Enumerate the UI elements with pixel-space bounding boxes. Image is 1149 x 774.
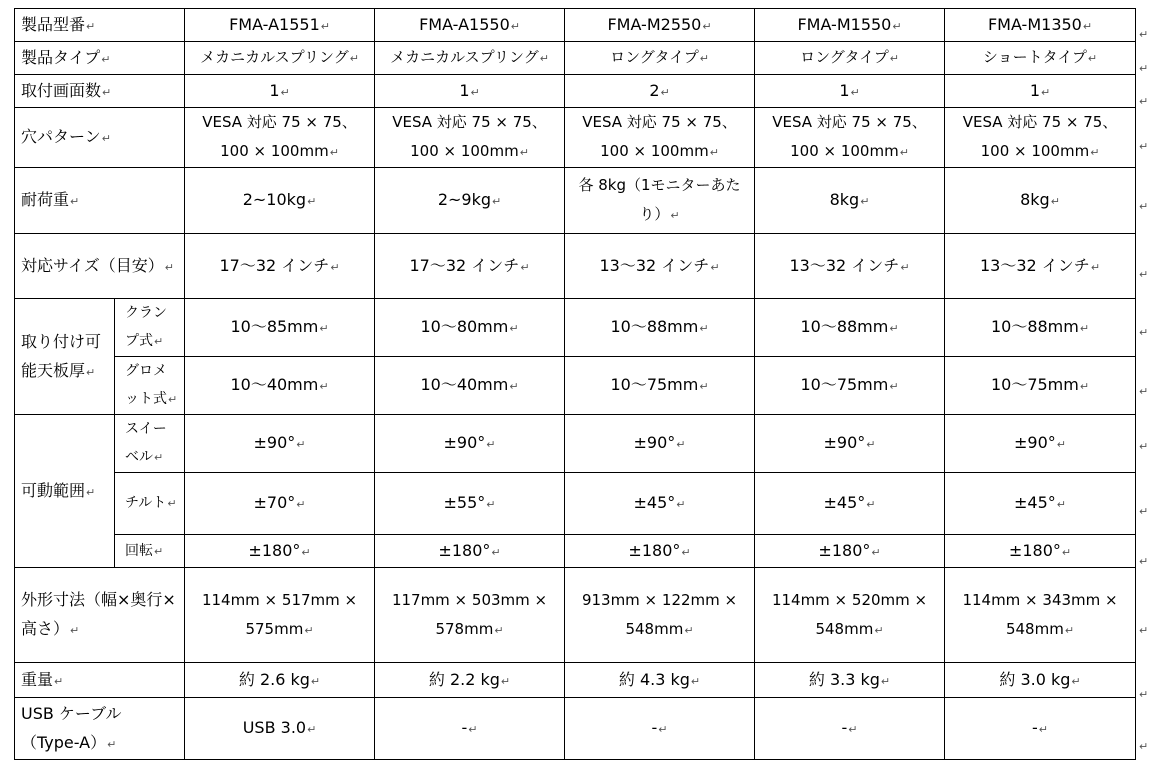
table-row xyxy=(15,108,1136,168)
table-cell: ±90°↵ xyxy=(945,415,1136,473)
table-cell: 10～75mm↵ xyxy=(565,357,755,415)
table-cell: メカニカルスプリング↵ xyxy=(185,42,375,75)
table-cell: 10～88mm↵ xyxy=(565,299,755,357)
table-cell: ±180°↵ xyxy=(755,535,945,568)
row-label: 取付画面数↵ xyxy=(15,75,185,108)
table-cell: 10～75mm↵ xyxy=(945,357,1136,415)
row-end-mark: ↵ xyxy=(1139,62,1149,75)
table-cell: -↵ xyxy=(565,698,755,760)
row-label: 対応サイズ（目安）↵ xyxy=(15,234,185,299)
table-row xyxy=(15,663,1136,698)
table-row xyxy=(15,299,1136,357)
row-label: 製品型番↵ xyxy=(15,9,185,42)
table-cell: ±70°↵ xyxy=(185,473,375,535)
row-end-mark: ↵ xyxy=(1139,95,1149,108)
subrow-label: グロメット式↵ xyxy=(115,357,185,415)
table-cell: 17～32 インチ↵ xyxy=(375,234,565,299)
row-end-mark: ↵ xyxy=(1139,740,1149,753)
table-cell: ±90°↵ xyxy=(755,415,945,473)
table-cell: 各 8kg（1モニターあたり）↵ xyxy=(565,168,755,234)
table-cell: ±90°↵ xyxy=(375,415,565,473)
row-group-label: 取り付け可能天板厚↵ xyxy=(15,299,115,415)
table-cell: ロングタイプ↵ xyxy=(565,42,755,75)
table-row xyxy=(15,568,1136,663)
spec-table xyxy=(14,8,1136,760)
table-cell: ショートタイプ↵ xyxy=(945,42,1136,75)
table-cell: 2~9kg↵ xyxy=(375,168,565,234)
table-cell: FMA-A1550↵ xyxy=(375,9,565,42)
table-cell: 8kg↵ xyxy=(755,168,945,234)
table-cell: ±55°↵ xyxy=(375,473,565,535)
table-cell: 8kg↵ xyxy=(945,168,1136,234)
table-cell: -↵ xyxy=(375,698,565,760)
row-label: USB ケーブル（Type-A）↵ xyxy=(15,698,185,760)
table-cell: 114mm × 343mm × 548mm↵ xyxy=(945,568,1136,663)
table-cell: ±45°↵ xyxy=(755,473,945,535)
row-end-mark: ↵ xyxy=(1139,688,1149,701)
table-row xyxy=(15,535,1136,568)
table-cell: 10～75mm↵ xyxy=(755,357,945,415)
table-cell: 17～32 インチ↵ xyxy=(185,234,375,299)
table-cell: ±180°↵ xyxy=(185,535,375,568)
table-cell: -↵ xyxy=(945,698,1136,760)
table-cell: メカニカルスプリング↵ xyxy=(375,42,565,75)
row-label: 重量↵ xyxy=(15,663,185,698)
row-label: 耐荷重↵ xyxy=(15,168,185,234)
table-cell: 1↵ xyxy=(755,75,945,108)
table-cell: 約 4.3 kg↵ xyxy=(565,663,755,698)
table-cell: FMA-M1550↵ xyxy=(755,9,945,42)
table-cell: VESA 対応 75 × 75、100 × 100mm↵ xyxy=(565,108,755,168)
table-cell: 10～85mm↵ xyxy=(185,299,375,357)
row-label: 製品タイプ↵ xyxy=(15,42,185,75)
table-cell: ±45°↵ xyxy=(565,473,755,535)
table-row xyxy=(15,234,1136,299)
table-cell: ±180°↵ xyxy=(375,535,565,568)
row-label: 外形寸法（幅×奥行×高さ）↵ xyxy=(15,568,185,663)
table-cell: ±180°↵ xyxy=(565,535,755,568)
table-cell: 117mm × 503mm × 578mm↵ xyxy=(375,568,565,663)
table-cell: ±180°↵ xyxy=(945,535,1136,568)
subrow-label: クランプ式↵ xyxy=(115,299,185,357)
row-end-mark: ↵ xyxy=(1139,326,1149,339)
table-cell: VESA 対応 75 × 75、100 × 100mm↵ xyxy=(755,108,945,168)
table-row xyxy=(15,473,1136,535)
table-cell: 2↵ xyxy=(565,75,755,108)
table-cell: 10～40mm↵ xyxy=(185,357,375,415)
row-group-label: 可動範囲↵ xyxy=(15,415,115,568)
table-cell: VESA 対応 75 × 75、100 × 100mm↵ xyxy=(185,108,375,168)
table-cell: -↵ xyxy=(755,698,945,760)
table-cell: USB 3.0↵ xyxy=(185,698,375,760)
row-end-mark: ↵ xyxy=(1139,28,1149,41)
table-cell: 10～88mm↵ xyxy=(945,299,1136,357)
subrow-label: チルト↵ xyxy=(115,473,185,535)
table-cell: 13～32 インチ↵ xyxy=(755,234,945,299)
table-row xyxy=(15,415,1136,473)
table-cell: 約 2.6 kg↵ xyxy=(185,663,375,698)
table-cell: FMA-M2550↵ xyxy=(565,9,755,42)
table-row xyxy=(15,75,1136,108)
table-cell: 114mm × 520mm × 548mm↵ xyxy=(755,568,945,663)
table-cell: 114mm × 517mm × 575mm↵ xyxy=(185,568,375,663)
table-cell: ロングタイプ↵ xyxy=(755,42,945,75)
table-cell: FMA-A1551↵ xyxy=(185,9,375,42)
table-cell: 10～40mm↵ xyxy=(375,357,565,415)
row-end-mark: ↵ xyxy=(1139,200,1149,213)
table-cell: 約 3.0 kg↵ xyxy=(945,663,1136,698)
subrow-label: 回転↵ xyxy=(115,535,185,568)
table-cell: 913mm × 122mm × 548mm↵ xyxy=(565,568,755,663)
table-cell: 13～32 インチ↵ xyxy=(945,234,1136,299)
table-cell: 2~10kg↵ xyxy=(185,168,375,234)
table-cell: 約 3.3 kg↵ xyxy=(755,663,945,698)
table-cell: 1↵ xyxy=(945,75,1136,108)
table-cell: 10～80mm↵ xyxy=(375,299,565,357)
row-end-mark: ↵ xyxy=(1139,555,1149,568)
table-row xyxy=(15,357,1136,415)
subrow-label: スイーベル↵ xyxy=(115,415,185,473)
table-cell: FMA-M1350↵ xyxy=(945,9,1136,42)
table-cell: 10～88mm↵ xyxy=(755,299,945,357)
table-row xyxy=(15,42,1136,75)
row-end-mark: ↵ xyxy=(1139,440,1149,453)
row-end-mark: ↵ xyxy=(1139,140,1149,153)
table-cell: ±45°↵ xyxy=(945,473,1136,535)
table-cell: ±90°↵ xyxy=(185,415,375,473)
row-end-mark: ↵ xyxy=(1139,505,1149,518)
row-end-mark: ↵ xyxy=(1139,268,1149,281)
table-row xyxy=(15,168,1136,234)
table-cell: VESA 対応 75 × 75、100 × 100mm↵ xyxy=(375,108,565,168)
row-label: 穴パターン↵ xyxy=(15,108,185,168)
table-row xyxy=(15,9,1136,42)
row-end-mark: ↵ xyxy=(1139,624,1149,637)
table-cell: ±90°↵ xyxy=(565,415,755,473)
table-cell: 13～32 インチ↵ xyxy=(565,234,755,299)
table-cell: VESA 対応 75 × 75、100 × 100mm↵ xyxy=(945,108,1136,168)
table-cell: 1↵ xyxy=(185,75,375,108)
row-end-mark: ↵ xyxy=(1139,385,1149,398)
table-row xyxy=(15,698,1136,760)
table-cell: 1↵ xyxy=(375,75,565,108)
table-cell: 約 2.2 kg↵ xyxy=(375,663,565,698)
